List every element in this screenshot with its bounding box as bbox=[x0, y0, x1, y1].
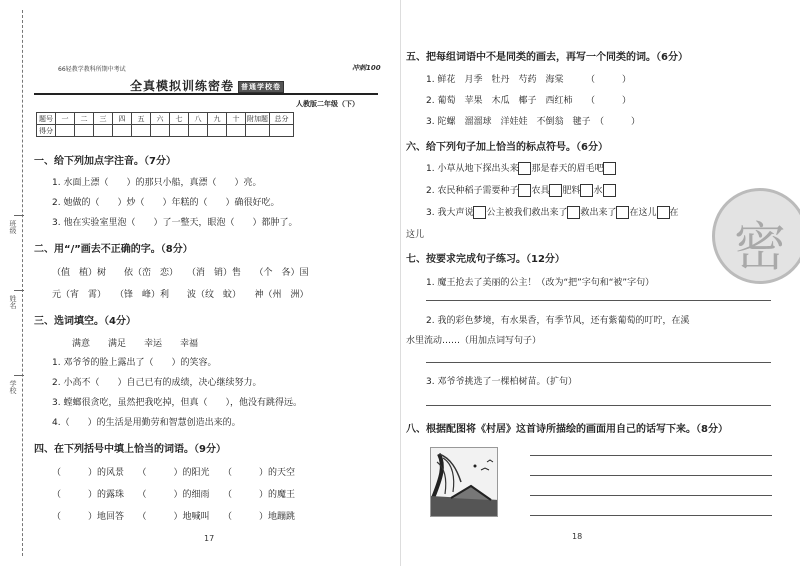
punctuation-box[interactable] bbox=[603, 162, 616, 175]
q7-title: 七、按要求完成句子练习。（12分） bbox=[406, 254, 565, 265]
score-cell: 附加题 bbox=[247, 114, 268, 123]
q4-line-3: （ ）地回答 （ ）地喊叫 （ ）地蹦跳 bbox=[52, 512, 296, 522]
punctuation-box[interactable] bbox=[580, 184, 593, 197]
village-scene-image bbox=[431, 448, 498, 517]
q3-line-1: 1. 邓爷爷的脸上露出了（ ）的笑容。 bbox=[52, 358, 217, 368]
q4-line-2: （ ）的露珠 （ ）的细雨 （ ）的魔王 bbox=[52, 490, 296, 500]
punctuation-box[interactable] bbox=[603, 184, 616, 197]
score-table bbox=[36, 112, 294, 137]
score-cell: 十 bbox=[227, 113, 246, 125]
q5-line-3: 3. 陀螺 溜溜球 洋娃娃 不倒翁 毽子 （ ） bbox=[426, 117, 640, 127]
punctuation-box[interactable] bbox=[473, 206, 486, 219]
q1-title: 一、给下列加点字注音。（7分） bbox=[34, 156, 176, 167]
q7-line-2-cont: 水里流动……（用加点词写句子） bbox=[406, 336, 542, 346]
q6-text: 肥料 bbox=[562, 186, 581, 196]
answer-line[interactable] bbox=[426, 405, 771, 406]
binding-label-school: 学校 bbox=[9, 380, 17, 394]
q7-line-2: 2. 我的彩色梦境，有水果香，有季节风，还有紫葡萄的叮咛，在溪 bbox=[426, 316, 690, 326]
q6-text: 3. 我大声说 bbox=[426, 208, 474, 218]
q3-line-3: 3. 螳螂很贪吃，虽然把我吃掉，但真（ ），他没有跳得远。 bbox=[52, 398, 302, 408]
q6-text: 公主被我们救出来了 bbox=[486, 208, 568, 218]
q8-title: 八、根据配图将《村居》这首诗所描绘的画面用自己的话写下来。（8分） bbox=[406, 424, 728, 435]
q1-line-1: 1. 水面上漂（ ）的那只小船，真漂（ ）亮。 bbox=[52, 178, 262, 188]
score-cell: 五 bbox=[132, 113, 151, 125]
q1-line-3: 3. 他在实验室里泡（ ）了一整天，眼泡（ ）都肿了。 bbox=[52, 218, 298, 228]
q7-line-3: 3. 邓爷爷挑选了一棵柏树苗。（扩句） bbox=[426, 377, 577, 387]
page-number-left: 17 bbox=[204, 534, 215, 543]
stamp-text: 密 bbox=[733, 218, 786, 278]
punctuation-box[interactable] bbox=[616, 206, 629, 219]
q5-title: 五、把每组词语中不是同类的画去，再写一个同类的词。（6分） bbox=[406, 52, 688, 63]
score-input-cell[interactable] bbox=[189, 125, 208, 137]
q3-line-4: 4.（ ）的生活是用勤劳和智慧创造出来的。 bbox=[52, 418, 241, 428]
q6-line-2 bbox=[426, 183, 616, 197]
punctuation-box[interactable] bbox=[518, 162, 531, 175]
q5-line-2: 2. 葡萄 苹果 木瓜 椰子 西红柿 （ ） bbox=[426, 96, 631, 106]
score-row-label: 得分 bbox=[37, 125, 56, 137]
punctuation-box[interactable] bbox=[549, 184, 562, 197]
q1-line-2: 2. 她做的（ ）炒（ ）年糕的（ ）确很好吃。 bbox=[52, 198, 280, 208]
q6-line-1 bbox=[426, 161, 616, 175]
binding-label-class: 班级 bbox=[9, 220, 17, 234]
answer-line[interactable] bbox=[426, 300, 771, 301]
q7-line-1: 1. 魔王抢去了美丽的公主！（改为“把”字句和“被”字句） bbox=[426, 278, 655, 288]
q4-title: 四、在下列括号中填上恰当的词语。（9分） bbox=[34, 444, 226, 455]
score-table-score-row bbox=[37, 125, 294, 137]
left-page bbox=[30, 0, 400, 566]
score-cell: 二 bbox=[75, 113, 94, 125]
punctuation-box[interactable] bbox=[567, 206, 580, 219]
score-input-cell[interactable] bbox=[56, 125, 75, 137]
answer-line[interactable] bbox=[530, 475, 772, 476]
score-input-cell[interactable] bbox=[132, 125, 151, 137]
q5-line-1: 1. 鲜花 月季 牡丹 芍药 海棠 （ ） bbox=[426, 75, 631, 85]
title-rule bbox=[34, 93, 378, 95]
q3-word-bank: 满意 满足 幸运 幸福 bbox=[72, 339, 199, 349]
score-cell: 题号 bbox=[37, 113, 56, 125]
score-cell: 总分 bbox=[270, 113, 294, 125]
q6-text: 在这儿 bbox=[629, 208, 657, 218]
village-illustration bbox=[430, 447, 498, 517]
q6-line-3 bbox=[426, 205, 679, 219]
score-input-cell[interactable] bbox=[151, 125, 170, 137]
score-input-cell[interactable] bbox=[170, 125, 189, 137]
score-input-cell[interactable] bbox=[246, 125, 270, 137]
q3-line-2: 2. 小高不（ ）自己已有的成绩，决心继续努力。 bbox=[52, 378, 262, 388]
blank-line bbox=[14, 215, 24, 216]
brand-text: 66轻教学教科所期中考试 bbox=[58, 66, 126, 73]
q6-text: 那是春天的眉毛吧 bbox=[531, 164, 604, 174]
q3-title: 三、选词填空。（4分） bbox=[34, 316, 136, 327]
score-cell: 一 bbox=[56, 113, 75, 125]
punctuation-box[interactable] bbox=[657, 206, 670, 219]
score-cell: 八 bbox=[189, 113, 208, 125]
q6-title: 六、给下列句子加上恰当的标点符号。（6分） bbox=[406, 142, 608, 153]
blank-line bbox=[14, 290, 24, 291]
blank-line bbox=[14, 375, 24, 376]
q6-text: 救出来了 bbox=[580, 208, 617, 218]
score-cell: 七 bbox=[170, 113, 189, 125]
q4-line-1: （ ）的风景 （ ）的阳光 （ ）的天空 bbox=[52, 468, 296, 478]
exam-title-tag: 普通学校卷 bbox=[238, 81, 284, 93]
score-input-cell[interactable] bbox=[208, 125, 227, 137]
score-input-cell[interactable] bbox=[75, 125, 94, 137]
page-number-right: 18 bbox=[572, 532, 583, 541]
q2-line-1: （值 植）树 依（峦 恋） （消 销）售 （个 各）国 bbox=[52, 268, 309, 278]
q6-text: 在 bbox=[669, 208, 679, 218]
q6-text: 水 bbox=[593, 186, 603, 196]
score-cell: 四 bbox=[113, 113, 132, 125]
exam-title bbox=[130, 77, 284, 94]
score-cell: 三 bbox=[94, 113, 113, 125]
score-cell: 六 bbox=[151, 113, 170, 125]
score-input-cell[interactable] bbox=[227, 125, 246, 137]
q2-line-2: 元（宵 霄） （锋 峰）利 波（纹 蚊） 神（州 洲） bbox=[52, 290, 309, 300]
punctuation-box[interactable] bbox=[518, 184, 531, 197]
q6-text: 1. 小草从地下探出头来 bbox=[426, 164, 519, 174]
score-input-cell[interactable] bbox=[270, 125, 294, 137]
answer-line[interactable] bbox=[530, 495, 772, 496]
answer-line[interactable] bbox=[530, 515, 772, 516]
score-table-header-row bbox=[37, 113, 294, 125]
answer-line[interactable] bbox=[426, 362, 771, 363]
q2-title: 二、用“/”画去不正确的字。（8分） bbox=[34, 244, 193, 255]
score-input-cell[interactable] bbox=[94, 125, 113, 137]
binding-margin bbox=[0, 0, 30, 566]
binding-label-name: 姓名 bbox=[9, 295, 17, 309]
fold-line bbox=[22, 10, 23, 556]
score-cell: 九 bbox=[208, 113, 227, 125]
q6-line-3-cont: 这儿 bbox=[406, 230, 425, 240]
q6-text: 2. 农民种稻子需要种子 bbox=[426, 186, 519, 196]
q6-text: 农具 bbox=[531, 186, 550, 196]
exam-title-text: 全真模拟训练密卷 bbox=[130, 79, 235, 93]
score-input-cell[interactable] bbox=[113, 125, 132, 137]
series-code: 冲刺100 bbox=[352, 64, 381, 72]
answer-line[interactable] bbox=[530, 455, 772, 456]
grade-label: 人教版二年级（下） bbox=[296, 100, 359, 108]
